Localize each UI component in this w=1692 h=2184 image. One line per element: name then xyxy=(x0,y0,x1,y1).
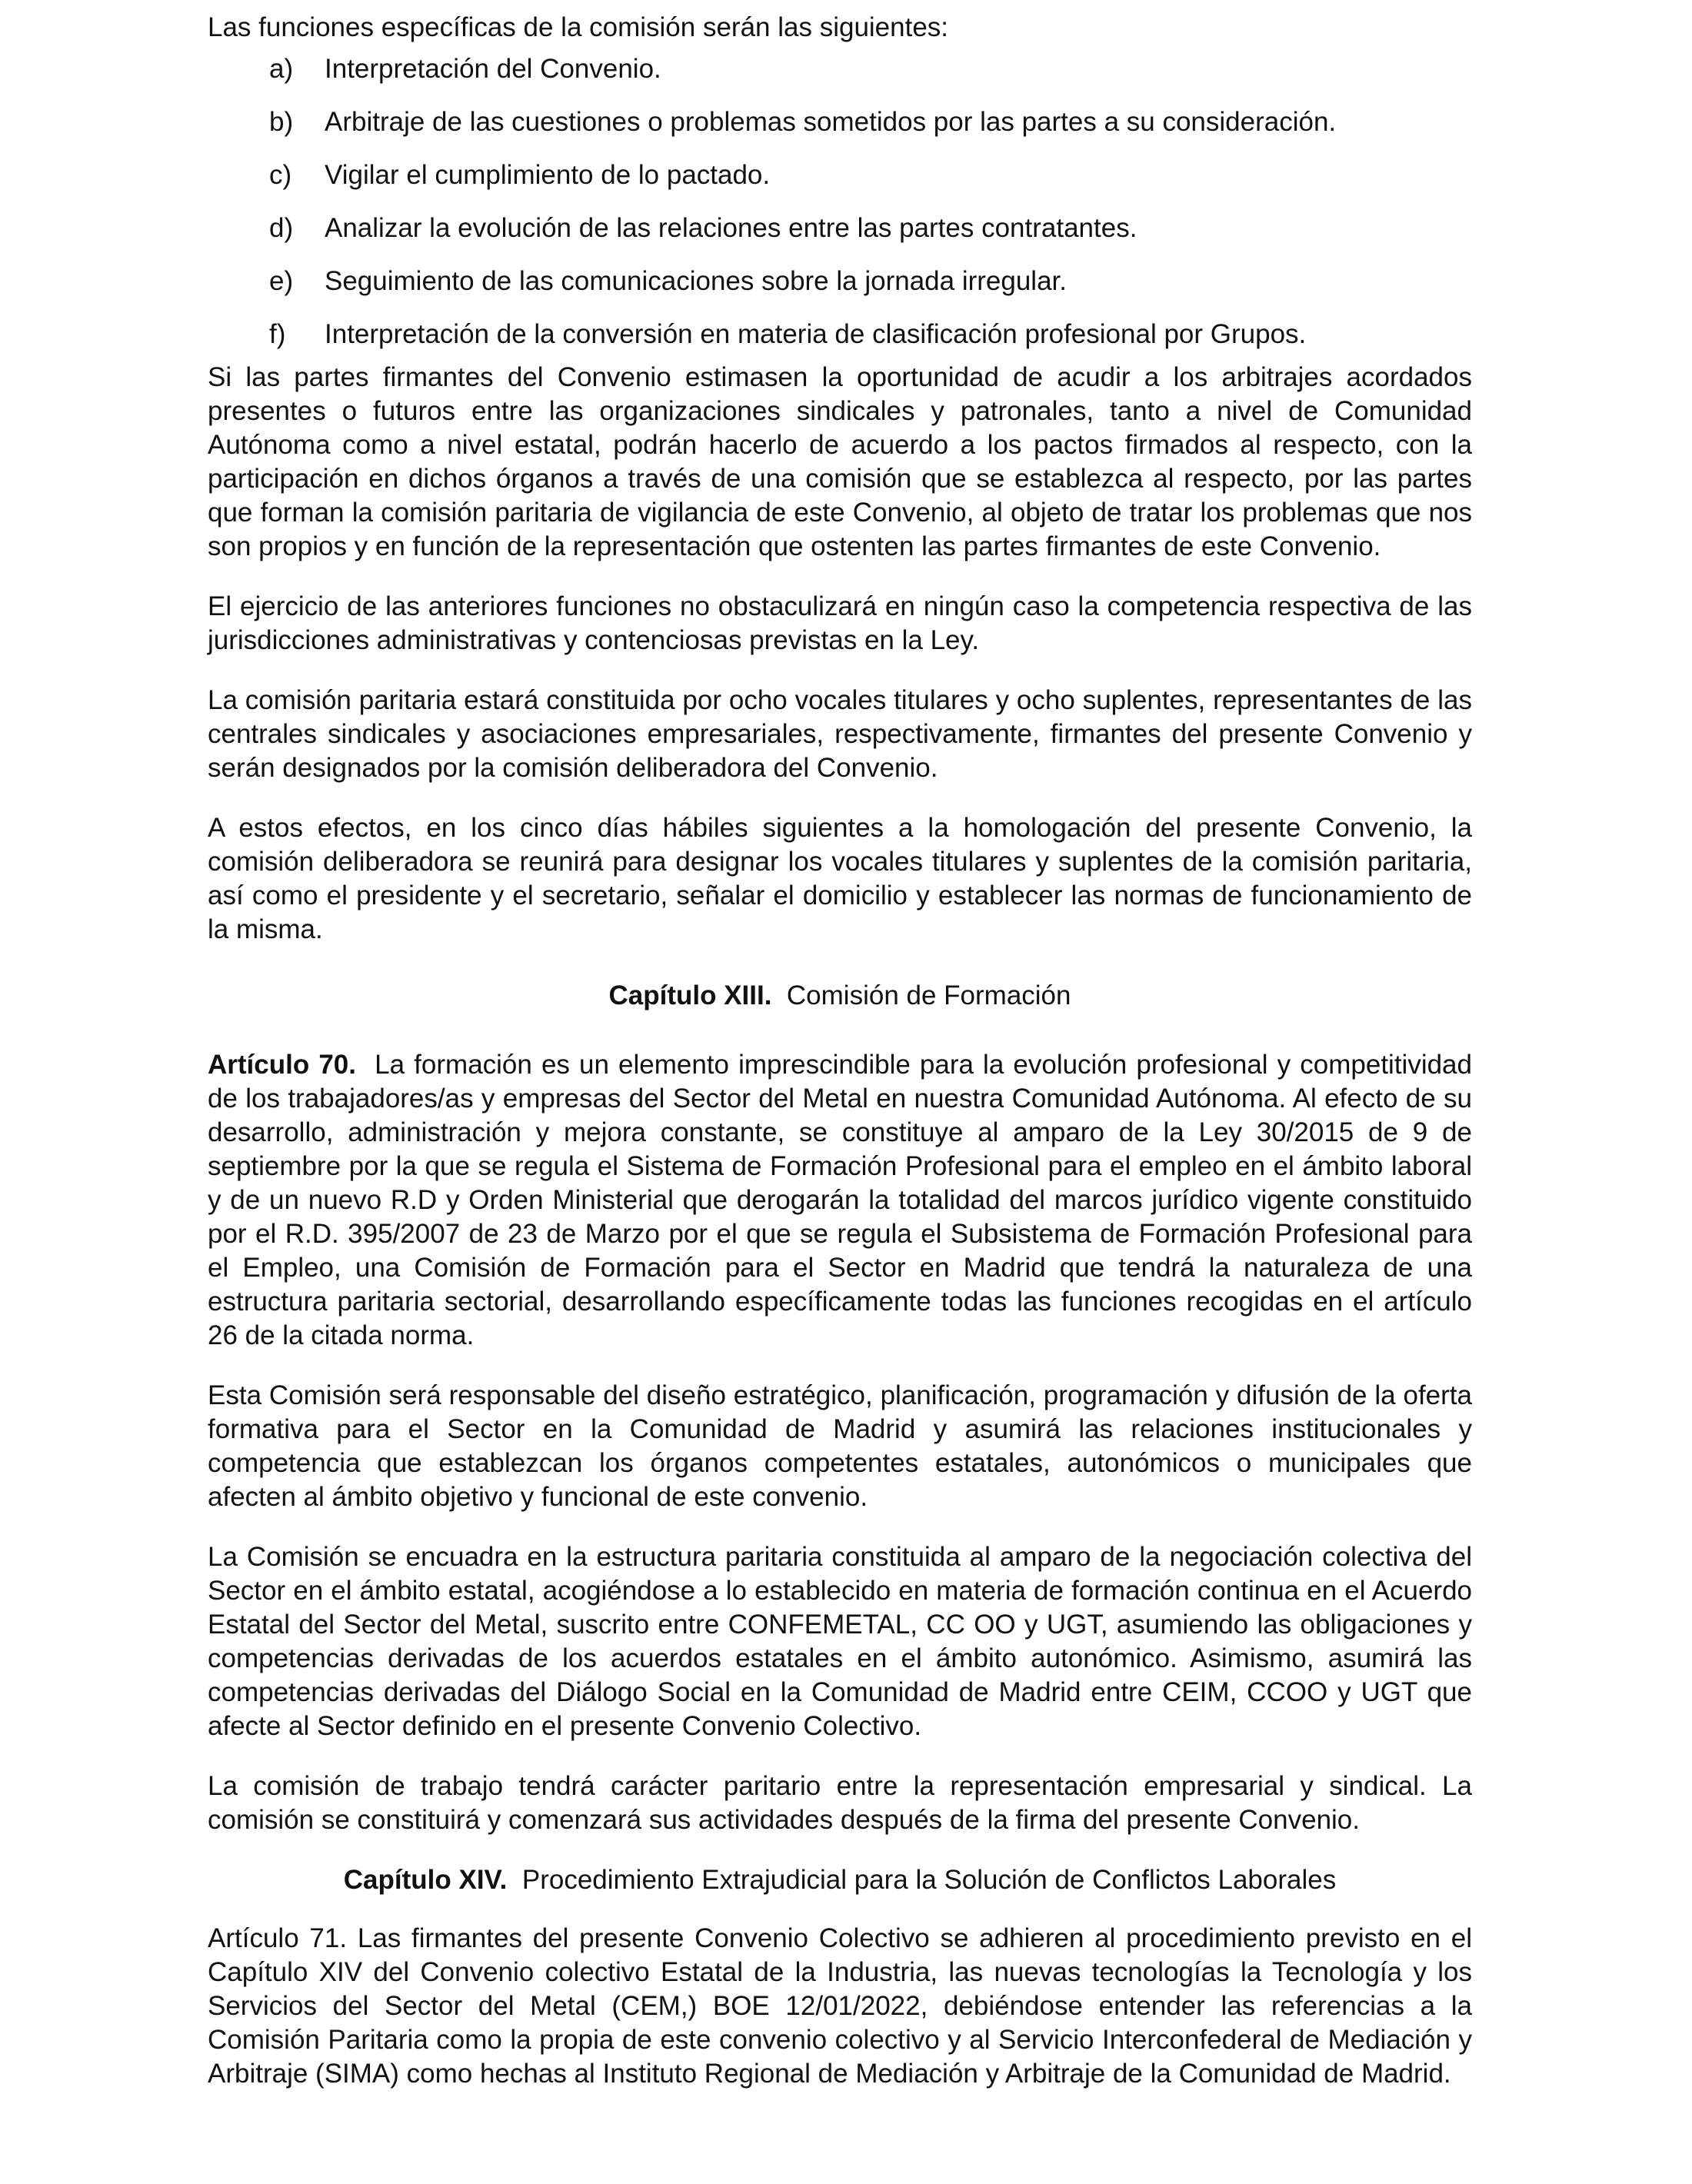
list-item xyxy=(208,105,1472,139)
list-item-text: Interpretación del Convenio. xyxy=(325,54,661,84)
chapter-13-title: Comisión de Formación xyxy=(786,980,1071,1010)
list-item-text: Seguimiento de las comunicaciones sobre la jornada irregular. xyxy=(325,266,1067,296)
paragraph-jurisdiction: El ejercicio de las anteriores funciones no obstaculizará en ningún caso la competencia respectiva de las jurisdicciones administrativas y contenciosas previstas en la Ley. xyxy=(208,591,1472,655)
paragraph-strategy: Esta Comisión será responsable del diseño estratégico, planificación, programación y difusión de la oferta formativa para el Sector en la Comunidad de Madrid y asumirá las relaciones institucionales y competencia que establezcan los órganos competentes estatales, autonómicos o municipales que afecten al ámbito objetivo y funcional de este convenio. xyxy=(208,1380,1472,1512)
chapter-14-label: Capítulo XIV. xyxy=(343,1865,508,1895)
chapter-14-title: Procedimiento Extrajudicial para la Solución de Conflictos Laborales xyxy=(521,1865,1337,1895)
article-70 xyxy=(208,1048,1472,1353)
document-page xyxy=(208,11,1472,2117)
list-item-text: Analizar la evolución de las relaciones entre las partes contratantes. xyxy=(325,213,1137,243)
paragraph-parity: La comisión de trabajo tendrá carácter paritario entre la representación empresarial y sindical. La comisión se constituirá y comenzará sus actividades después de la firma del presente Convenio. xyxy=(208,1771,1472,1835)
list-item xyxy=(208,211,1472,245)
paragraph-composition: La comisión paritaria estará constituida por ocho vocales titulares y ocho suplentes, representantes de las centrales sindicales y asociaciones empresariales, respectivamente, firmantes del presente Convenio y serán designados por la comisión deliberadora del Convenio. xyxy=(208,685,1472,783)
list-item-text: Interpretación de la conversión en materia de clasificación profesional por Grupos. xyxy=(325,319,1307,349)
paragraph-structure: La Comisión se encuadra en la estructura paritaria constituida al amparo de la negociación colectiva del Sector en el ámbito estatal, acogiéndose a lo establecido en materia de formación continua en el Acuerdo Estatal del Sector del Metal, suscrito entre CONFEMETAL, CC OO y UGT, asumiendo las obligaciones y competencias derivadas de los acuerdos estatales en el ámbito autonómico. Asimismo, asumirá las competencias derivadas del Diálogo Social en la Comunidad de Madrid entre CEIM, CCOO y UGT que afecte al Sector definido en el presente Convenio Colectivo. xyxy=(208,1542,1472,1741)
list-item-letter: c) xyxy=(269,160,292,190)
list-item xyxy=(208,265,1472,298)
chapter-14-heading xyxy=(208,1863,1472,1897)
list-item-text: Vigilar el cumplimiento de lo pactado. xyxy=(325,160,771,190)
list-item-text: Arbitraje de las cuestiones o problemas sometidos por las partes a su consideración. xyxy=(325,107,1337,137)
functions-list xyxy=(208,52,1472,351)
article-71: Artículo 71. Las firmantes del presente Convenio Colectivo se adhieren al procedimiento previsto en el Capítulo XIV del Convenio colectivo Estatal de la Industria, las nuevas tecnologías la Tecnología y los Servicios del Sector del Metal (CEM,) BOE 12/01/2022, debiéndose entender las referencias a la Comisión Paritaria como la propia de este convenio colectivo y al Servicio Interconfederal de Mediación y Arbitraje (SIMA) como hechas al Instituto Regional de Mediación y Arbitraje de la Comunidad de Madrid. xyxy=(208,1923,1472,2089)
article-70-label: Artículo 70. xyxy=(208,1050,356,1080)
list-item xyxy=(208,158,1472,192)
list-item xyxy=(208,318,1472,351)
chapter-13-heading xyxy=(208,979,1472,1013)
paragraph-arbitration: Si las partes firmantes del Convenio estimasen la oportunidad de acudir a los arbitrajes acordados presentes o futuros entre las organizaciones sindicales y patronales, tanto a nivel de Comunidad Autónoma como a nivel estatal, podrán hacerlo de acuerdo a los pactos firmados al respecto, con la participación en dichos órganos a través de una comisión que se establezca al respecto, por las partes que forman la comisión paritaria de vigilancia de este Convenio, al objeto de tratar los problemas que nos son propios y en función de la representación que ostenten las partes firmantes de este Convenio. xyxy=(208,362,1472,561)
functions-intro: Las funciones específicas de la comisión serán las siguientes: xyxy=(208,12,949,42)
list-item-letter: f) xyxy=(269,319,286,349)
list-item-letter: b) xyxy=(269,107,294,137)
paragraph-designation: A estos efectos, en los cinco días hábiles siguientes a la homologación del presente Convenio, la comisión deliberadora se reunirá para designar los vocales titulares y suplentes de la comisión paritaria, así como el presidente y el secretario, señalar el domicilio y establecer las normas de funcionamiento de la misma. xyxy=(208,813,1472,944)
list-item-letter: a) xyxy=(269,54,294,84)
article-70-text: La formación es un elemento imprescindible para la evolución profesional y competitividad de los trabajadores/as y empresas del Sector del Metal en nuestra Comunidad Autónoma. Al efecto de su desarrollo, administración y mejora constante, se constituye al amparo de la Ley 30/2015 de 9 de septiembre por la que se regula el Sistema de Formación Profesional para el empleo en el ámbito laboral y de un nuevo R.D y Orden Ministerial que derogarán la totalidad del marcos jurídico vigente constituido por el R.D. 395/2007 de 23 de Marzo por el que se regula el Subsistema de Formación Profesional para el Empleo, una Comisión de Formación para el Sector en Madrid que tendrá la naturaleza de una estructura paritaria sectorial, desarrollando específicamente todas las funciones recogidas en el artículo 26 de la citada norma. xyxy=(208,1050,1472,1350)
list-item-letter: d) xyxy=(269,213,294,243)
list-item xyxy=(208,52,1472,86)
list-item-letter: e) xyxy=(269,266,294,296)
chapter-13-label: Capítulo XIII. xyxy=(608,980,772,1010)
